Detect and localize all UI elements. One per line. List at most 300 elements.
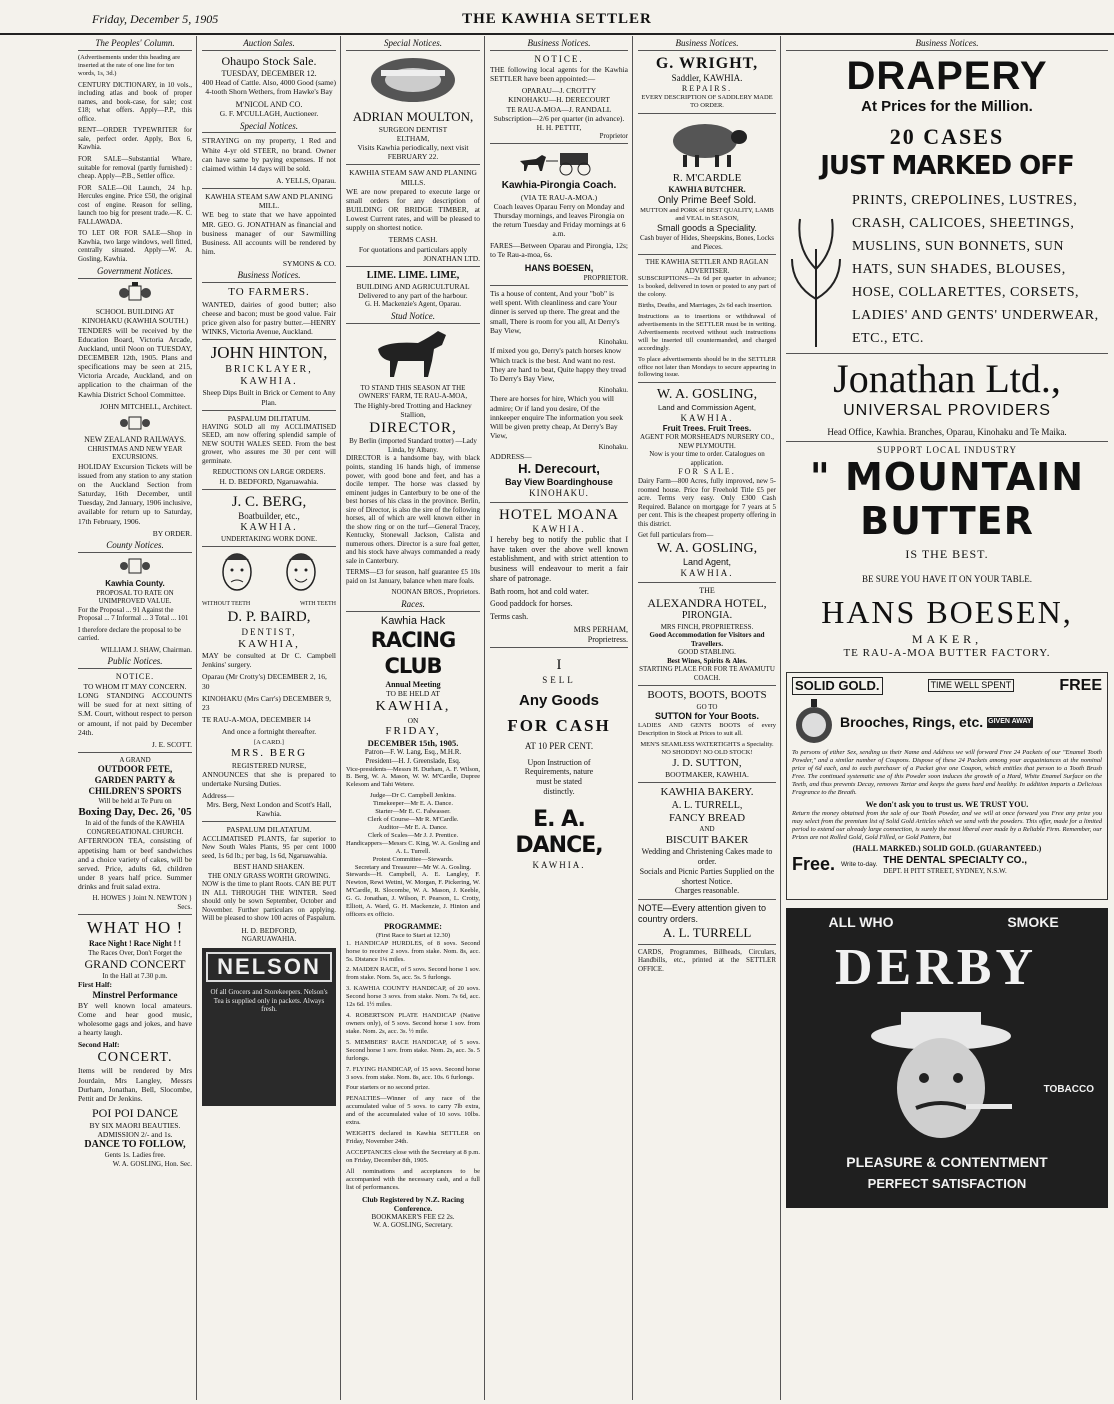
go-to: GO TO: [696, 702, 718, 711]
catalogues: Now is your time to order. Catalogues on application.: [649, 450, 765, 467]
race-entry: 3. KAWHIA COUNTY HANDICAP, of 20 sovs. Second horse 3 sovs. from stake. Nom. 7s 6d, acc. 12s 6d. 1½ miles.: [346, 985, 480, 1009]
divider: [490, 502, 628, 503]
card-label: [A CARD.]: [254, 739, 284, 747]
school-notice-signature: JOHN MITCHELL, Architect.: [99, 401, 192, 411]
newspaper-title: THE KAWHIA SETTLER: [462, 11, 652, 27]
moulton-town: ELTHAM,: [396, 133, 430, 143]
divider: [638, 254, 776, 255]
small-goods: Small goods a Speciality.: [657, 223, 757, 234]
on-label: ON: [407, 715, 419, 725]
racing-club-title: RACING CLUB: [370, 628, 456, 678]
sell-label: SELL: [542, 674, 576, 685]
settler-births: Births, Deaths, and Marriages, 2s 6d each insertion.: [638, 302, 773, 310]
is-the-best: IS THE BEST.: [905, 547, 989, 562]
divider: [638, 944, 776, 945]
coach-fares: FARES—Between Oparau and Pirongia, 12s; to Te Rau-a-moa, 6s.: [490, 241, 628, 260]
mill-body: WE beg to state that we have appointed MR. GEO. G. JONATHAN as financial and business manager of our Sawmilling Business. All accounts will be rendered by him.: [202, 210, 336, 257]
just-marked-off: JUST MARKED OFF: [820, 151, 1074, 182]
return-money: Return the money obtained from the sale of our Tooth Powder, and we will at once forward you Free any prize you may select from the premium list of Solid Gold Articles which we send with the powders. This offer, made for a limited period to extend our already large connection, is surely the most liberal ever made by a Reliable Firm. Remember, our Prizes are not Rolled Gold, Gold Filled, or Gold Pattern, but: [792, 809, 1102, 841]
divider: [202, 821, 336, 822]
brooch-offer: To persons of either Sex, sending us their Name and Address we will forward Free 24 Packets of our "Enamel Tooth Powder," and a similar number of Coupons. Dispose of these 24 Packets among your acquaintances at the nominal price of 6d each, and to each purchaser of a Packet give one Coupon, which entitles that person to a Tooth Brush Free. The continued systematic use of this Powder soon induces the growth of a Hard, White Enamel Surface on the Teeth, and thus prevents Decay, removes Tartar and keeps the gums hard and healthy. In addition imparts a Delicious Fragrance to the Breath.: [792, 749, 1102, 797]
mills-body: WE are now prepared to execute large or small orders for any description of BUILDING OR BRIDGE TIMBER, at Lowest Current rates, and will be pleased to supply on shortest notice.: [346, 186, 480, 233]
dance-town: KAWHIA.: [532, 860, 586, 871]
paspalum2-sub: BEST HAND SHAKEN.: [233, 863, 305, 872]
coach-title: Kawhia-Pirongia Coach.: [501, 180, 617, 192]
bayview-town: KINOHAKU.: [529, 487, 589, 498]
poem-stanza: If mixed you go, Derry's patch horses know Which track is the best. And want no rest. They are hard to beat, Quite happy they tread To Derry's Bay View,: [490, 346, 626, 383]
derby-pleasure: PLEASURE & CONTENTMENT: [846, 1153, 1048, 1170]
dentist-faces-illustration: [209, 550, 329, 598]
bakery-title: KAWHIA BAKERY.: [660, 786, 754, 799]
wedding-cakes: Wedding and Christening Cakes made to order.: [641, 847, 773, 867]
support-local: SUPPORT LOCAL INDUSTRY: [877, 444, 1017, 455]
to-be-held: TO BE HELD AT: [386, 689, 440, 699]
notice-title: NOTICE.: [115, 672, 155, 682]
mountain-title: " MOUNTAIN: [809, 454, 1085, 499]
fete-aid: In aid of the funds of the KAWHIA CONGREGATIONAL CHURCH.: [85, 819, 185, 836]
first-half-label: First Half:: [78, 980, 112, 990]
get-particulars: Get full particulars from—: [638, 531, 714, 540]
alexandra-town: PIRONGIA.: [681, 610, 733, 622]
ohaupo-title: Ohaupo Stock Sale.: [221, 53, 317, 68]
column-divider: [632, 36, 633, 1400]
poem-place: Kinohaku.: [598, 385, 628, 394]
second-half-label: Second Half:: [78, 1040, 120, 1050]
meeting-day: FRIDAY,: [385, 724, 441, 737]
dental-specialty-ad: [786, 672, 1108, 900]
moulton-title: SURGEON DENTIST: [378, 124, 448, 134]
ohaupo-date: TUESDAY, DECEMBER 12.: [221, 68, 317, 78]
drapery-prices: At Prices for the Million.: [861, 97, 1033, 115]
boots-ladies: LADIES AND GENTS BOOTS of every Description in Stock at Prices to suit all.: [638, 722, 776, 738]
first-race-time: (First Race to Start at 12.30): [375, 931, 450, 939]
issue-date: Friday, December 5, 1905: [92, 12, 219, 26]
lime-agent: G. H. Mackenzie's Agent, Oparau.: [364, 300, 462, 309]
handicappers: Handicappers—Messrs C. King, W. A. Gosling and A. L. Turrell.: [346, 839, 480, 855]
moulton-name: ADRIAN MOULTON,: [352, 108, 474, 124]
gosling-name: W. A. GOSLING,: [656, 387, 758, 403]
paspalum-title: PASPALUM DILITATUM.: [227, 413, 311, 423]
baird-kinohaku: KINOHAKU (Mrs Carr's) DECEMBER 9, 23: [202, 693, 332, 712]
race-entry: 4. ROBERTSON PLATE HANDICAP (Native owners only), of 5 sovs. Second horse 1 sov. from stake. Nom. 2s, acc. 3s. ½ mile.: [346, 1012, 480, 1035]
coach-route: (VIA TE RAU-A-MOA.): [520, 192, 598, 202]
repairs: REPAIRS.: [681, 84, 733, 94]
moulton-body: Visits Kawhia periodically, next visit FEBRUARY 22.: [357, 143, 469, 162]
mccardle-trade: KAWHIA BUTCHER.: [668, 185, 746, 195]
railways-signature: BY ORDER.: [152, 528, 192, 538]
drapery-goods-list: PRINTS, CREPOLINES, LUSTRES, CRASH, CALICOES, SHEETINGS, MUSLINS, SUN BONNETS, SUN HATS, SUN SHADES, BLOUSES, HOSE, COLLARETTES, CORSETS, LADIES' AND GENTS' UNDERWEAR, ETC., ETC.: [852, 192, 1099, 347]
derecourt-name: H. Derecourt,: [518, 460, 600, 476]
director-signature: NOONAN BROS., Proprietors.: [391, 588, 480, 597]
minstrel-body: BY well known local amateurs. Come and hear good music, wholesome gags and jokes, and have a hearty laugh.: [78, 1000, 192, 1037]
paspalum2-signature: H. D. BEDFORD,: [241, 925, 297, 935]
race-entry: 1. HANDICAP HURDLES, of 8 sovs. Second horse to receive 2 sovs. from stake. Nom. 8s, acc. 5s. Distance 1¼ miles.: [346, 939, 480, 963]
hack-title: Kawhia Hack: [380, 614, 446, 627]
annual-meeting: Annual Meeting: [385, 679, 441, 689]
nelson-tea-ad: [202, 948, 336, 1106]
divider: [638, 782, 776, 783]
distinctly: distinctly.: [543, 786, 575, 796]
divider: [490, 647, 628, 648]
must-be-stated: must be stated: [536, 777, 582, 787]
hotel-terms: Terms cash.: [490, 612, 529, 622]
without-teeth-caption: WITHOUT TEETH: [202, 601, 251, 608]
divider: [786, 353, 1108, 354]
agent-kinohaku: KINOHAKU—H. DERECOURT: [508, 95, 610, 105]
business-notices-heading: Business Notices.: [202, 270, 336, 283]
bookmaker-fee: BOOKMAKER'S FEE £2 2s.: [371, 1212, 455, 1221]
cash-buyer: Cash buyer of Hides, Sheepskins, Bones, Locks and Pieces.: [640, 234, 774, 251]
what-ho-heading: WHAT HO !: [86, 918, 184, 938]
trust-line: We don't ask you to trust us. WE TRUST YOU.: [865, 800, 1029, 809]
paspalum2-title: PASPALUM DILATATUM.: [226, 825, 312, 835]
be-sure: BE SURE YOU HAVE IT ON YOUR TABLE.: [861, 573, 1033, 584]
divider: [638, 113, 776, 114]
peoples-column-heading: The Peoples' Column.: [78, 38, 192, 51]
special-notices-heading: Special Notices.: [202, 121, 336, 134]
divider: [638, 685, 776, 686]
dance-title: DANCE TO FOLLOW,: [84, 1138, 186, 1150]
fruit-trees: Fruit Trees. Fruit Trees.: [662, 423, 752, 433]
settler-subscriptions: SUBSCRIPTIONS—2s 6d per quarter in advance; 1s booked, delivered in town or posted to any part of the colony.: [638, 275, 776, 299]
horse-coach-illustration: [516, 147, 602, 177]
divider: [786, 441, 1108, 442]
twenty-cases: 20 CASES: [889, 124, 1005, 150]
director-pedigree: By Berlin (imported Standard trotter) —Lady Linda, by Albany.: [349, 437, 477, 454]
column-2: [202, 36, 336, 1400]
mrs-berg-name: MRS. BERG: [230, 747, 308, 760]
timekeeper: Timekeeper—Mr E. A. Dance.: [373, 800, 453, 808]
wright-trade: Saddler, KAWHIA.: [671, 73, 743, 84]
coat-of-arms-icon: [118, 282, 152, 304]
hotel-moana-town: KAWHIA.: [532, 523, 586, 534]
clerk-of-scales: Clerk of Scales—Mr J. J. Prentice.: [367, 831, 459, 839]
fete-location: Will be held at Te Puru on: [98, 797, 172, 806]
divider: [638, 899, 776, 900]
dance-signature: W. A. GOSLING, Hon. Sec.: [112, 1159, 192, 1168]
nominations: All nominations and acceptances to be accompanied with the necessary cash, and a full list of performances.: [346, 1167, 480, 1191]
mutton-pork: MUTTON and PORK of BEST QUALITY, LAMB and VEAL in SEASON,: [640, 207, 774, 223]
stabling: GOOD STABLING.: [678, 648, 736, 657]
fete-body: AFTERNOON TEA, consisting of appetising ham or beef sandwiches and a choice variety of cakes, will be served. Price, adults 6d, children under 8 years half price. Summer drinks and fruit salad extra.: [78, 836, 192, 892]
stewards: Stewards—H. Campbell, A. E. Langley, F. Newton, Rewi Wetini, W. Morgan, F. Pickering, W. M'Cardle, R. Slocombe, W. A. Mason, J. Keeble, G. G. Jonathan, J. Wilson, F. Pearson, L. Crotty, Elliott, A. Ward, G. H. Mackenzie, J. Hinton and officers ex officio.: [346, 871, 480, 919]
fancy-bread: FANCY BREAD: [668, 811, 746, 824]
boesen-title: PROPRIETOR.: [583, 273, 628, 282]
lime-delivered: Delivered to any part of the harbour.: [358, 291, 468, 301]
hinton-trade: BRICKLAYER,: [225, 363, 313, 375]
gosling-town-2: KAWHIA.: [680, 567, 734, 578]
baird-te-rau: TE RAU-A-MOA, DECEMBER 14: [202, 714, 311, 724]
concert-time: In the Hall at 7.30 p.m.: [102, 971, 168, 980]
county-title: Kawhia County.: [105, 578, 165, 588]
baird-town: KAWHIA,: [238, 637, 300, 650]
sell-i: I: [556, 657, 562, 674]
for-cash: FOR CASH: [507, 715, 611, 735]
races-over: The Races Over, Don't Forget the: [88, 948, 182, 957]
race-entry: 5. MEMBERS' RACE HANDICAP, of 5 sovs. Second horse 1 sov. from stake. Nom. 2s, acc. 3s. 5 furlongs.: [346, 1038, 480, 1062]
column-divider: [484, 36, 485, 1400]
penalties: PENALTIES—Winner of any race of the accumulated value of 5 sovs. to carry 7lb extra, and of the accumulated value of 10 sovs. 10lbs. extra.: [346, 1095, 480, 1127]
jonathan-branches: Head Office, Kawhia. Branches, Oparau, Kinohaku and Te Maika.: [827, 426, 1067, 437]
dairy-farm: Dairy Farm—800 Acres, fully improved, new 5-roomed house. Price for Freehold Title £5 per acre. Terms very easy. Only £300 Cash Required. Balance on mortgage for 7 years at 5 per cent. This is the cheapest property offering in this district.: [638, 477, 776, 528]
poi-dance-subtitle: BY SIX MAORI BEAUTIES.: [89, 1120, 181, 1130]
gosling-name-2: W. A. GOSLING,: [656, 540, 758, 556]
turrell-name: A. L. TURRELL,: [671, 799, 743, 811]
stud-highly: The Highly-bred Trotting and Hackney Stallion,: [354, 400, 472, 419]
classified-ad: CENTURY DICTIONARY, in 10 vols., including atlas and book of proper names, and book-case, for sale; cost £18; what offers. Apply—P.P., this office.: [78, 80, 192, 123]
derby-tobacco-ad: [786, 908, 1108, 1208]
poem-stanza: There are horses for hire, Which you will admire; Or if land you desire, Of the innkeeper enquire The information you seek Will be given pretty cheap, At Derry's Bay View,: [490, 394, 623, 441]
universal-providers: UNIVERSAL PROVIDERS: [843, 402, 1051, 420]
auction-sales-heading: Auction Sales.: [202, 38, 336, 51]
coat-of-arms-icon: [118, 414, 152, 432]
alexandra-name: ALEXANDRA HOTEL,: [647, 595, 767, 610]
perham-title: Proprietress.: [587, 634, 628, 644]
weights: WEIGHTS declared in Kawhia SETTLER on Friday, November 24th.: [346, 1130, 480, 1145]
hall-marked: (HALL MARKED.) SOLID GOLD. (GUARANTEED.): [852, 844, 1042, 854]
race-entry: 7. FLYING HANDICAP, of 15 sovs. Second horse 3 sovs. from stake. Nom. 8s, acc. 10s. 6 furlongs.: [346, 1065, 480, 1081]
charges: Charges reasonable.: [674, 886, 740, 896]
derby-perfect: PERFECT SATISFACTION: [867, 1175, 1027, 1191]
classified-ad: FOR SALE—Oil Launch, 24 h.p. Hercules engine. Price £50, the original cost of engine. Reason for selling, launch too big for present trade.—K. C. FALLAWADA.: [78, 183, 192, 226]
smoking-man-illustration: [856, 1008, 1026, 1148]
printing-notice: CARDS, Programmes, Billheads, Circulars, Handbills, etc., printed at the SETTLER OFFICE.: [638, 947, 776, 973]
agents-notice-body: THE following local agents for the Kawhia SETTLER have been appointed:—: [490, 64, 628, 84]
race-secretary: W. A. GOSLING, Secretary.: [373, 1221, 453, 1230]
finch: MRS FINCH, PROPRIETRESS.: [660, 622, 754, 631]
column-divider: [340, 36, 341, 1400]
hinton-body: Sheep Dips Built in Brick or Cement to Any Plan.: [202, 388, 336, 407]
notice-body: LONG STANDING ACCOUNTS will be sued for at next sitting of S.M. Court, without respect to person or amount, if not paid by December 24th.: [78, 691, 192, 737]
wright-name: G. WRIGHT,: [655, 54, 759, 72]
pettit-title: Proprietor: [599, 131, 628, 140]
concert-title: CONCERT.: [97, 1050, 173, 1066]
settler-title: THE KAWHIA SETTLER AND RAGLAN ADVERTISER.: [645, 258, 769, 275]
brooches-title: Brooches, Rings, etc.: [840, 713, 984, 730]
free-badge: FREE: [1059, 676, 1102, 694]
hinton-name: JOHN HINTON,: [210, 343, 328, 363]
mccardle-name: R. M'CARDLE: [672, 172, 742, 185]
time-well-spent-badge: TIME WELL SPENT: [928, 679, 1015, 692]
county-notices-heading: County Notices.: [78, 540, 192, 553]
any-goods: Any Goods: [518, 691, 599, 709]
settler-deadline: To place advertisements should be in the SETTLER office not later than Mondays to secure appearing in following issue.: [638, 355, 776, 379]
public-notices-heading: Public Notices.: [78, 656, 192, 669]
fete-intro: A GRAND: [119, 755, 151, 764]
dance-price: Gents 1s. Ladies free.: [104, 1151, 166, 1160]
acceptances: ACCEPTANCES close with the Secretary at 8 p.m. on Friday, December 8th, 1905.: [346, 1148, 480, 1164]
ohaupo-body: 400 Head of Cattle. Also, 4000 Good (same) 4-tooth Shorn Wethers, from Hawke's Bay: [202, 78, 336, 97]
hotel-bath: Bath room, hot and cold water.: [490, 586, 589, 596]
turrell-name-2: A. L. TURRELL: [662, 924, 752, 940]
secretary: Secretary and Treasurer—Mr W. A. Gosling.: [354, 863, 472, 871]
drapery-goods: [786, 189, 1108, 351]
school-notice-title: SCHOOL BUILDING AT KINOHAKU (KAWHIA SOUTH.): [81, 307, 189, 326]
address-label: ADDRESS—: [490, 451, 532, 461]
divider: [202, 339, 336, 340]
special-notices-heading: Special Notices.: [346, 38, 480, 51]
divider: [78, 914, 192, 915]
classified-ad: RENT—ORDER TYPEWRITER for sale, perfect order. Apply, Box 6, Kawhia.: [78, 126, 192, 152]
divider: [202, 489, 336, 490]
race-night: Race Night ! Race Night ! !: [89, 939, 181, 949]
sutton-trade: BOOTMAKER, KAWHIA.: [665, 770, 749, 780]
ten-per-cent: AT 10 PER CENT.: [524, 740, 594, 751]
sutton-for: SUTTON for Your Boots.: [654, 711, 759, 722]
government-notices-heading: Government Notices.: [78, 266, 192, 279]
column-divider: [780, 36, 781, 1400]
brooches-row: [792, 695, 1102, 749]
morshead-agent: AGENT FOR MORSHEAD'S NURSERY CO., NEW PLYMOUTH.: [640, 433, 774, 450]
baird-note: And once a fortnight thereafter.: [221, 727, 317, 737]
admission: ADMISSION 2/- and 1s.: [97, 1129, 173, 1139]
fete-date: Boxing Day, Dec. 26, '05: [78, 805, 192, 818]
upon-instruction: Upon Instruction of: [527, 757, 591, 767]
meeting-place: KAWHIA,: [375, 699, 451, 715]
nurse-address: Mrs. Berg, Next London and Scott's Hall, Kawhia.: [206, 800, 332, 819]
for-sale-label: FOR SALE.: [678, 467, 736, 477]
ornament-icon: [786, 189, 846, 349]
agents-notice-title: NOTICE.: [534, 53, 584, 64]
dental-company-name: THE DENTAL SPECIALTY CO.,: [883, 854, 1027, 866]
nurse-address-label: Address—: [202, 790, 235, 800]
fete-signature: H. HOWES } Joint N. NEWTON } Secs.: [92, 894, 192, 911]
nelson-brand: NELSON: [206, 952, 332, 983]
mens-boots: MEN'S SEAMLESS WATERTIGHTS a Speciality.: [640, 740, 774, 748]
fete-title: OUTDOOR FETE, GARDEN PARTY & CHILDREN'S SPORTS: [88, 764, 182, 797]
gosling-trade: Land and Commission Agent,: [658, 403, 756, 413]
vice-presidents: Vice-presidents—Messrs H. Durham, A. F. Wilson, B. Berg, W. A. Mason, W. W. M'Cardle, Dupree Kelesom and Tahi Wetere.: [346, 765, 480, 789]
school-notice-body: TENDERS will be received by the Education Board, Victoria Arcade, Auckland, until Noon on TUESDAY, DECEMBER 12th, 1905. Plans and specifications may be seen at 215, Victoria Arcade, Auckland, and on application to the chairman of the Kawhia District School Committee.: [78, 325, 192, 399]
with-teeth-caption: WITH TEETH: [299, 601, 336, 608]
berg-undertaking: UNDERTAKING WORK DONE.: [221, 534, 317, 543]
sheep-illustration: [661, 117, 753, 169]
lime-building: BUILDING AND AGRICULTURAL: [356, 281, 470, 291]
ohaupo-signature: G. F. M'CULLAGH, Auctioneer.: [219, 109, 319, 119]
ohaupo-firm: M'NICOL AND CO.: [235, 99, 303, 109]
baird-body: MAY be consulted at Dr C. Campbell Jenkins' surgery.: [202, 651, 336, 670]
starter: Starter—Mr E. C. Falwasser.: [375, 808, 451, 816]
column-divider: [196, 36, 197, 1400]
county-signature: WILLIAM J. SHAW, Chairman.: [100, 645, 192, 654]
dentures-illustration: [367, 54, 459, 106]
subscription: Subscription—2/6 per quarter (in advance).: [493, 113, 625, 123]
mills-title: KAWHIA STEAM SAW AND PLANING MILLS.: [349, 168, 477, 187]
prime-beef: Only Prime Beef Sold.: [657, 195, 757, 207]
divider: [346, 266, 480, 267]
derby-tobacco: TOBACCO: [1043, 1083, 1094, 1095]
dental-ad-footer: [792, 854, 1102, 876]
berg-trade: Boatbuilder, etc.,: [238, 511, 300, 522]
classified-ad: FOR SALE—Substantial Whare, suitable for removal (partly furnished) : cheap. Apply—P.B., Settler office.: [78, 154, 192, 181]
hotel-moana-title: HOTEL MOANA: [498, 506, 619, 523]
programme-title: PROGRAMME:: [384, 922, 442, 932]
paspalum2-planting: NOW is the time to plant Roots. CAN BE PUT IN ALL THROUGH THE WINTER. Seed should only be sown September, October and November. Further particulars on applying. Will be pleased to show 100 acres of Paspalum.: [202, 880, 336, 923]
poem-place: Kinohaku.: [598, 443, 628, 452]
free-label: Free.: [792, 854, 836, 875]
concert-body: Items will be rendered by Mrs Jourdain, Mrs Langley, Messrs Durham, Jonathan, Bell, Slocombe, Pettit and Dr Jenkins.: [78, 1066, 192, 1103]
races-heading: Races.: [346, 599, 480, 612]
derby-brand: DERBY: [834, 938, 1038, 996]
boots-title: BOOTS, BOOTS, BOOTS: [647, 689, 767, 702]
starting-place: STARTING PLACE FOR FOR TE AWAMUTU COACH.: [639, 665, 775, 682]
wines: Best Wines, Spirits & Ales.: [667, 656, 747, 665]
divider: [78, 752, 192, 753]
dental-company: [883, 855, 1027, 876]
dental-ad-banner: [792, 676, 1102, 696]
paspalum-body: HAVING SOLD all my ACCLIMATISED SEED, am now offering splendid sample of NEW SOUTH WALES SEED. From the best grower, who assures me 30 per cent will germinate.: [202, 422, 336, 465]
hotel-moana-body: I hereby beg to notify the public that I have taken over the above well known establishment, and with strict attention to business will endeavour to merit a fair share of patronage.: [490, 534, 628, 583]
drapery-title: DRAPERY: [846, 53, 1048, 98]
lime-title: LIME. LIME. LIME,: [366, 269, 460, 281]
given-away-badge: GIVEN AWAY: [987, 717, 1032, 728]
dance-name: E. A. DANCE,: [515, 806, 603, 859]
dental-company-address: DEPT. H PITT STREET, SYDNEY, N.S.W.: [883, 866, 1007, 875]
director-body: DIRECTOR is a handsome bay, with black points, standing 16 hands high, of immense power, with good bone and feet, and has a docile temper. The horse was classed by eminent judges in Canterbury to be one of the best horses of his class in the province. Berlin, sire of Director, is also the sire of the following horses, all of which are well known either in the show ring or on the turf—General Tracey, Kentucky, Stonewall Jackson, Calista and numerous others. Director is a sure foal getter, and his stock have always commanded a ready sale in Canterbury.: [346, 454, 480, 565]
four-starters: Four starters or no second prize.: [346, 1084, 430, 1092]
clerk-of-course: Clerk of Course—Mr R. M'Cardle.: [367, 816, 459, 824]
divider: [638, 582, 776, 583]
divider: [490, 285, 628, 286]
only-grass: THE ONLY GRASS WORTH GROWING.: [207, 871, 331, 880]
butter-factory: TE RAU-A-MOA BUTTER FACTORY.: [843, 646, 1051, 659]
stray-notice: STRAYING on my property, 1 Red and White 4-yr old STEER, no brand. Owner can have same by paying expenses. If not claimed within 14 days will be sold.: [202, 136, 336, 173]
notice-subtitle: TO WHOM IT MAY CONCERN.: [83, 681, 187, 691]
hotel-paddock: Good paddock for horses.: [490, 599, 573, 609]
mills-terms: TERMS CASH.: [388, 235, 438, 245]
berg-name: J. C. BERG,: [231, 494, 307, 511]
poem-place: Kinohaku.: [598, 337, 628, 346]
country-orders-note: NOTE—Every attention given to country orders.: [638, 903, 767, 925]
no-shoddy: NO SHODDY! NO OLD STOCK!: [661, 748, 753, 756]
director-terms: TERMS—£3 for season, half guarantee £5 10s paid on 1st January, balance when mare foals.: [346, 568, 480, 585]
meeting-date: DECEMBER 15th, 1905.: [367, 738, 459, 749]
minstrel-title: Minstrel Performance: [92, 989, 178, 1000]
farmers-title: TO FARMERS.: [228, 286, 310, 299]
column-4: [490, 36, 628, 1400]
butter-title: BUTTER: [860, 498, 1034, 543]
divider: [490, 143, 628, 144]
railways-subtitle: CHRISTMAS AND NEW YEAR EXCURSIONS.: [87, 444, 183, 462]
column-5: [638, 36, 776, 1400]
nelson-body: Of all Grocers and Storekeepers. Nelson's Tea is supplied only in packets. Always fresh.: [210, 988, 328, 1014]
boesen-name: HANS BOESEN,: [524, 262, 594, 273]
maker-label: MAKER,: [911, 631, 983, 646]
notice-signature: J. E. SCOTT.: [151, 739, 192, 749]
paspalum2-town: NGARUAWAHIA.: [241, 934, 297, 943]
auditor: Auditor—Mr E. A. Dance.: [378, 823, 448, 831]
bayview-name: Bay View Boardinghouse: [505, 476, 613, 487]
classified-ad: TO LET OR FOR SALE—Shop in Kawhia, two large windows, well fitted, centrally situated. Apply—W. A. Gosling, Kawhia.: [78, 229, 192, 263]
grand-concert: GRAND CONCERT: [84, 957, 186, 972]
the-label: THE: [699, 585, 715, 595]
paspalum-reductions: REDUCTIONS ON LARGE ORDERS.: [212, 468, 326, 477]
column-3: [346, 36, 480, 1400]
divider: [202, 188, 336, 189]
divider: [202, 410, 336, 411]
derby-all-who: ALL WHO: [828, 913, 894, 930]
director-name: DIRECTOR,: [369, 420, 457, 437]
column-1: [78, 36, 192, 1400]
coach-body: Coach leaves Oparau Ferry on Monday and Thursday mornings, and leaves Pirongia on the return Tuesday and Friday mornings at 6 a.m.: [492, 201, 626, 239]
settler-instructions: Instructions as to insertions or withdrawal of advertisements in the SETTLER must be in writing. Advertisements received without such instructions will be inserted till countermanded, and charged accordingly.: [638, 313, 776, 352]
county-declaration: I therefore declare the proposal to be carried.: [78, 625, 182, 643]
baird-name: D. P. BAIRD,: [227, 609, 311, 626]
business-notices-heading: Business Notices.: [490, 38, 628, 51]
county-results: For the Proposal ... 91 Against the Proposal ... 7 Informal ... 3 Total ... 101: [78, 605, 189, 623]
race-entry: 2. MAIDEN RACE, of 5 sovs. Second horse 1 sov. from stake. Nom. 5s, acc. 5s. 5 furlongs.: [346, 966, 480, 982]
biscuit-baker: BISCUIT BAKER: [665, 833, 749, 846]
